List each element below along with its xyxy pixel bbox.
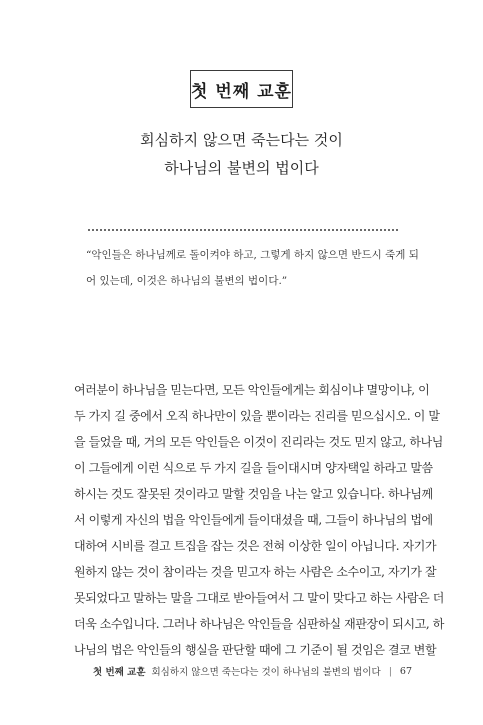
footer-separator: | bbox=[388, 665, 392, 677]
body-line: 대하여 시비를 걸고 트집을 잡는 것은 전혀 이상한 일이 아닙니다. 자기가 bbox=[74, 539, 437, 553]
body-line: 서 이렇게 자신의 법을 악인들에게 들이대셨을 때, 그들이 하나님의 법에 bbox=[74, 513, 433, 527]
body-paragraph bbox=[74, 377, 444, 663]
epigraph-quote bbox=[86, 242, 419, 294]
body-line: 이 그들에게 이런 식으로 두 가지 길을 들이대시며 양자택일 하라고 말씀 bbox=[74, 461, 433, 475]
body-line: 하시는 것도 잘못된 것이라고 말할 것임을 나는 알고 있습니다. 하나님께 bbox=[74, 487, 433, 501]
subtitle-line: 회심하지 않으면 죽는다는 것이 bbox=[140, 131, 343, 149]
footer-chapter: 첫 번째 교훈 bbox=[93, 667, 146, 678]
chapter-subtitle bbox=[0, 126, 483, 182]
quote-line: 어 있는데, 이것은 하나님의 불변의 법이다.” bbox=[86, 275, 288, 287]
body-line: 못되었다고 말하는 말을 그대로 받아들여서 그 말이 맞다고 하는 사람은 더 bbox=[74, 591, 444, 605]
body-line: 원하지 않는 것이 참이라는 것을 믿고자 하는 사람은 소수이고, 자기가 잘 bbox=[74, 565, 437, 579]
chapter-title: 첫 번째 교훈 bbox=[190, 70, 293, 108]
subtitle-line: 하나님의 불변의 법이다 bbox=[164, 159, 319, 177]
body-line: 두 가지 길 중에서 오직 하나만이 있을 뿐이라는 진리를 믿으십시오. 이 말 bbox=[74, 409, 440, 423]
body-line: 을 들었을 때, 거의 모든 악인들은 이것이 진리라는 것도 믿지 않고, 하나님 bbox=[74, 435, 443, 449]
body-line: 여러분이 하나님을 믿는다면, 모든 악인들에게는 회심이냐 멸망이냐, 이 bbox=[74, 383, 430, 397]
body-line: 더욱 소수입니다. 그러나 하나님은 악인들을 심판하실 재판장이 되시고, 하 bbox=[74, 617, 444, 631]
body-line: 나님의 법은 악인들의 행실을 판단할 때에 그 기준이 될 것임은 결코 변할 bbox=[74, 643, 437, 657]
footer-running-title: 회심하지 않으면 죽는다는 것이 하나님의 불변의 법이다 bbox=[151, 667, 381, 678]
quote-line: “악인들은 하나님께로 돌이켜야 하고, 그렇게 하지 않으면 반드시 죽게 되 bbox=[86, 249, 419, 261]
dotted-divider bbox=[88, 229, 398, 231]
page-number: 67 bbox=[399, 665, 412, 677]
page-footer bbox=[93, 664, 412, 678]
